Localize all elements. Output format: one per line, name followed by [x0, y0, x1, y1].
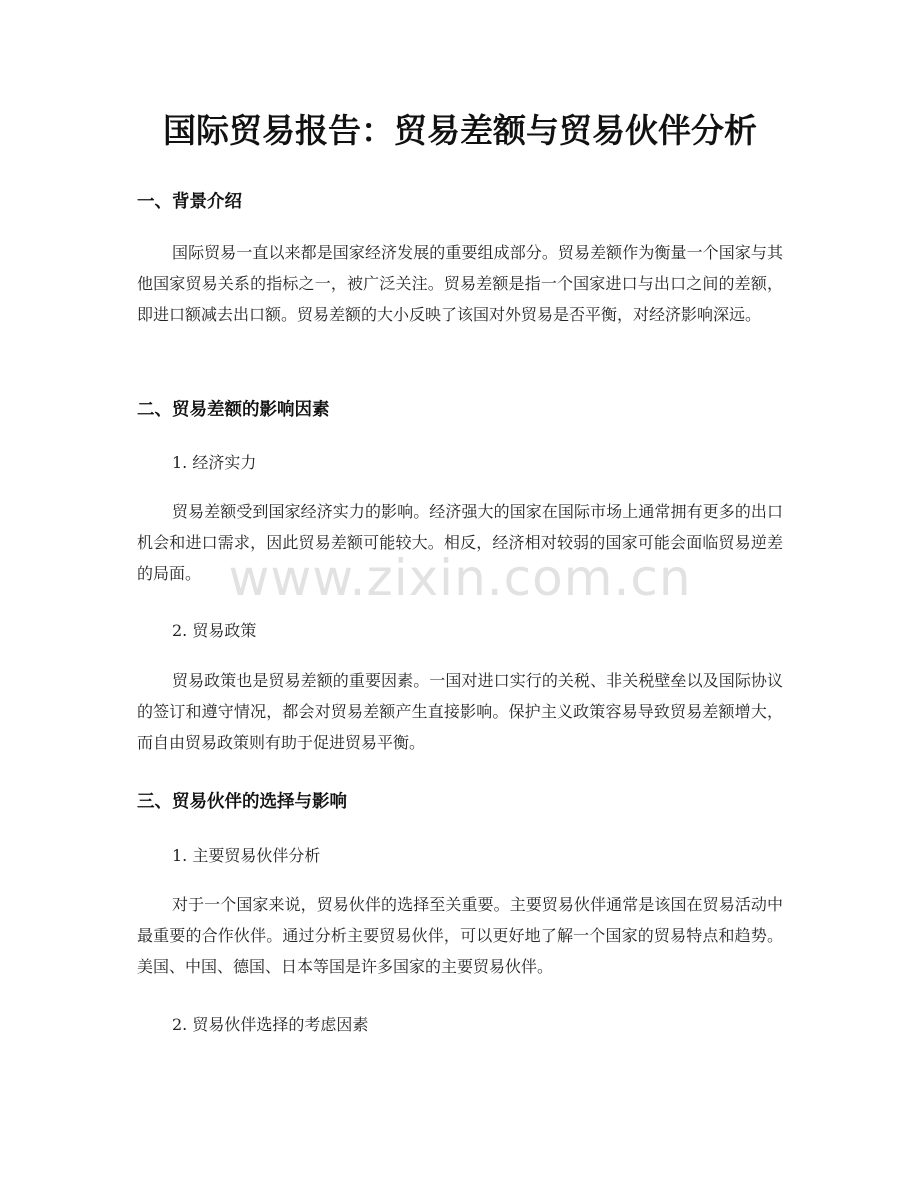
- subsection-heading-economic-strength: 1. 经济实力: [172, 453, 257, 472]
- section-paragraph-background: 国际贸易一直以来都是国家经济发展的重要组成部分。贸易差额作为衡量一个国家与其他国家贸易关系的指标之一，被广泛关注。贸易差额是指一个国家进口与出口之间的差额，即进口额减去出口额。贸易差额的大小反映了该国对外贸易是否平衡，对经济影响深远。: [137, 243, 783, 324]
- subsection-paragraph-main-partners: 对于一个国家来说，贸易伙伴的选择至关重要。主要贸易伙伴通常是该国在贸易活动中最重要的合作伙伴。通过分析主要贸易伙伴，可以更好地了解一个国家的贸易特点和趋势。美国、中国、德国、日本等国是许多国家的主要贸易伙伴。: [137, 895, 783, 976]
- subsection-heading-main-partners: 1. 主要贸易伙伴分析: [172, 846, 321, 865]
- watermark: www.zixin.com.cn: [228, 549, 692, 607]
- section-heading-factors: 二、贸易差额的影响因素: [137, 400, 330, 420]
- section-heading-background: 一、背景介绍: [137, 192, 242, 212]
- document-title: 国际贸易报告：贸易差额与贸易伙伴分析: [163, 111, 757, 150]
- subsection-heading-trade-policy: 2. 贸易政策: [172, 621, 257, 640]
- section-heading-partners: 三、贸易伙伴的选择与影响: [137, 792, 347, 812]
- subsection-paragraph-economic-strength: 贸易差额受到国家经济实力的影响。经济强大的国家在国际市场上通常拥有更多的出口机会和进口需求，因此贸易差额可能较大。相反，经济相对较弱的国家可能会面临贸易逆差的局面。: [137, 502, 783, 583]
- subsection-paragraph-trade-policy: 贸易政策也是贸易差额的重要因素。一国对进口实行的关税、非关税壁垒以及国际协议的签订和遵守情况，都会对贸易差额产生直接影响。保护主义政策容易导致贸易差额增大，而自由贸易政策则有助于促进贸易平衡。: [137, 671, 783, 752]
- subsection-heading-partner-factors: 2. 贸易伙伴选择的考虑因素: [172, 1015, 369, 1034]
